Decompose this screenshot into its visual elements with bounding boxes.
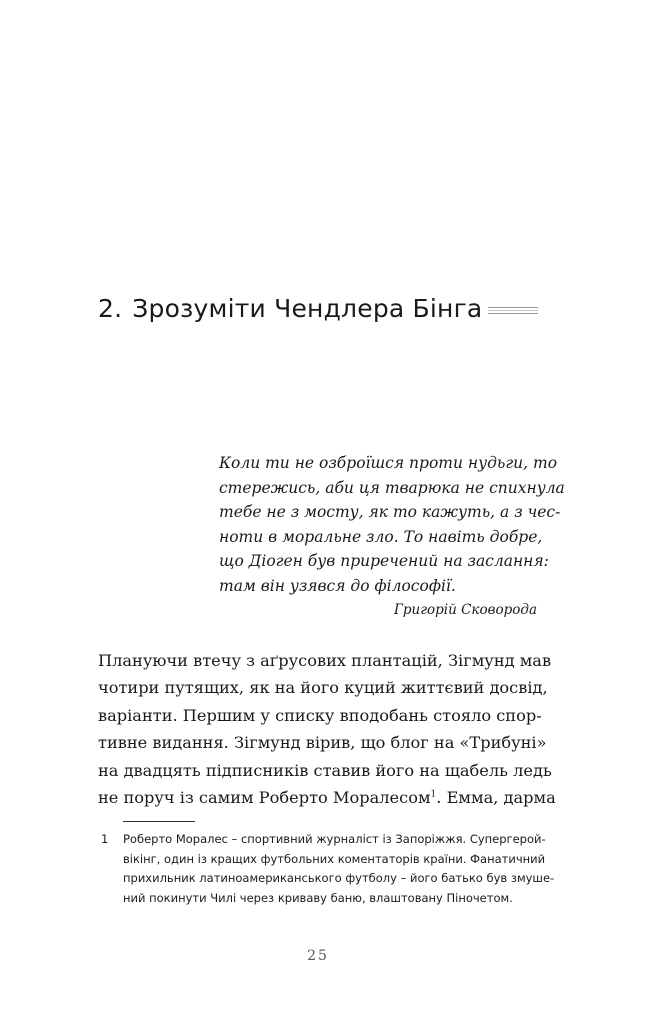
body-line: на двадцять підписників ставив його на щабель ледь bbox=[98, 760, 552, 780]
chapter-heading bbox=[98, 294, 538, 323]
body-line-text: не поруч із самим Роберто Моралесом bbox=[98, 788, 431, 808]
footnote-line: вікінг, один із кращих футбольних коментаторів країни. Фанатичний bbox=[123, 851, 546, 866]
epigraph-line: там він узявся до філософії. bbox=[219, 576, 456, 595]
footnote-line: прихильник латиноамериканського футболу – його батько був змуше- bbox=[123, 871, 555, 886]
body-line: Плануючи втечу з аґрусових плантацій, Зігмунд мав bbox=[98, 651, 552, 670]
epigraph-line: стережись, аби ця тварюка не спихнула bbox=[219, 478, 565, 497]
epigraph-author: Григорій Сковорода bbox=[393, 602, 537, 618]
body-line: варіанти. Першим у списку вподобань стояло спор- bbox=[98, 705, 542, 725]
body-line-text: . Емма, дарма bbox=[436, 788, 556, 808]
footnote-separator bbox=[123, 821, 195, 822]
epigraph-line: Коли ти не озброїшся проти нудьги, то bbox=[219, 454, 558, 472]
heading-decorative-rule bbox=[488, 307, 538, 314]
footnote-text bbox=[123, 830, 555, 908]
footnote-line: Роберто Моралес – спортивний журналіст із Запоріжжя. Супергерой- bbox=[123, 832, 546, 846]
chapter-number: 2. bbox=[98, 294, 123, 323]
epigraph-line: ноти в моральне зло. То навіть добре, bbox=[219, 527, 543, 546]
body-line: тивне видання. Зігмунд вірив, що блог на «Трибуні» bbox=[98, 733, 547, 753]
epigraph bbox=[219, 451, 565, 599]
epigraph-line: тебе не з мосту, як то кажуть, а з чес- bbox=[219, 503, 561, 522]
footnote-line: ний покинути Чилі через криваву баню, влаштовану Піночетом. bbox=[123, 890, 513, 905]
epigraph-line: що Діоген був приречений на заслання: bbox=[219, 552, 549, 571]
footnote-number: 1 bbox=[101, 832, 109, 846]
page-number: 25 bbox=[307, 948, 329, 964]
body-line: чотири путящих, як на його куций життєвий досвід, bbox=[98, 678, 548, 698]
body-line-with-footnote bbox=[98, 784, 556, 811]
body-paragraph bbox=[98, 647, 556, 811]
footnote-reference[interactable]: 1 bbox=[430, 789, 437, 800]
chapter-title: Зрозуміти Чендлера Бінга bbox=[132, 294, 483, 323]
